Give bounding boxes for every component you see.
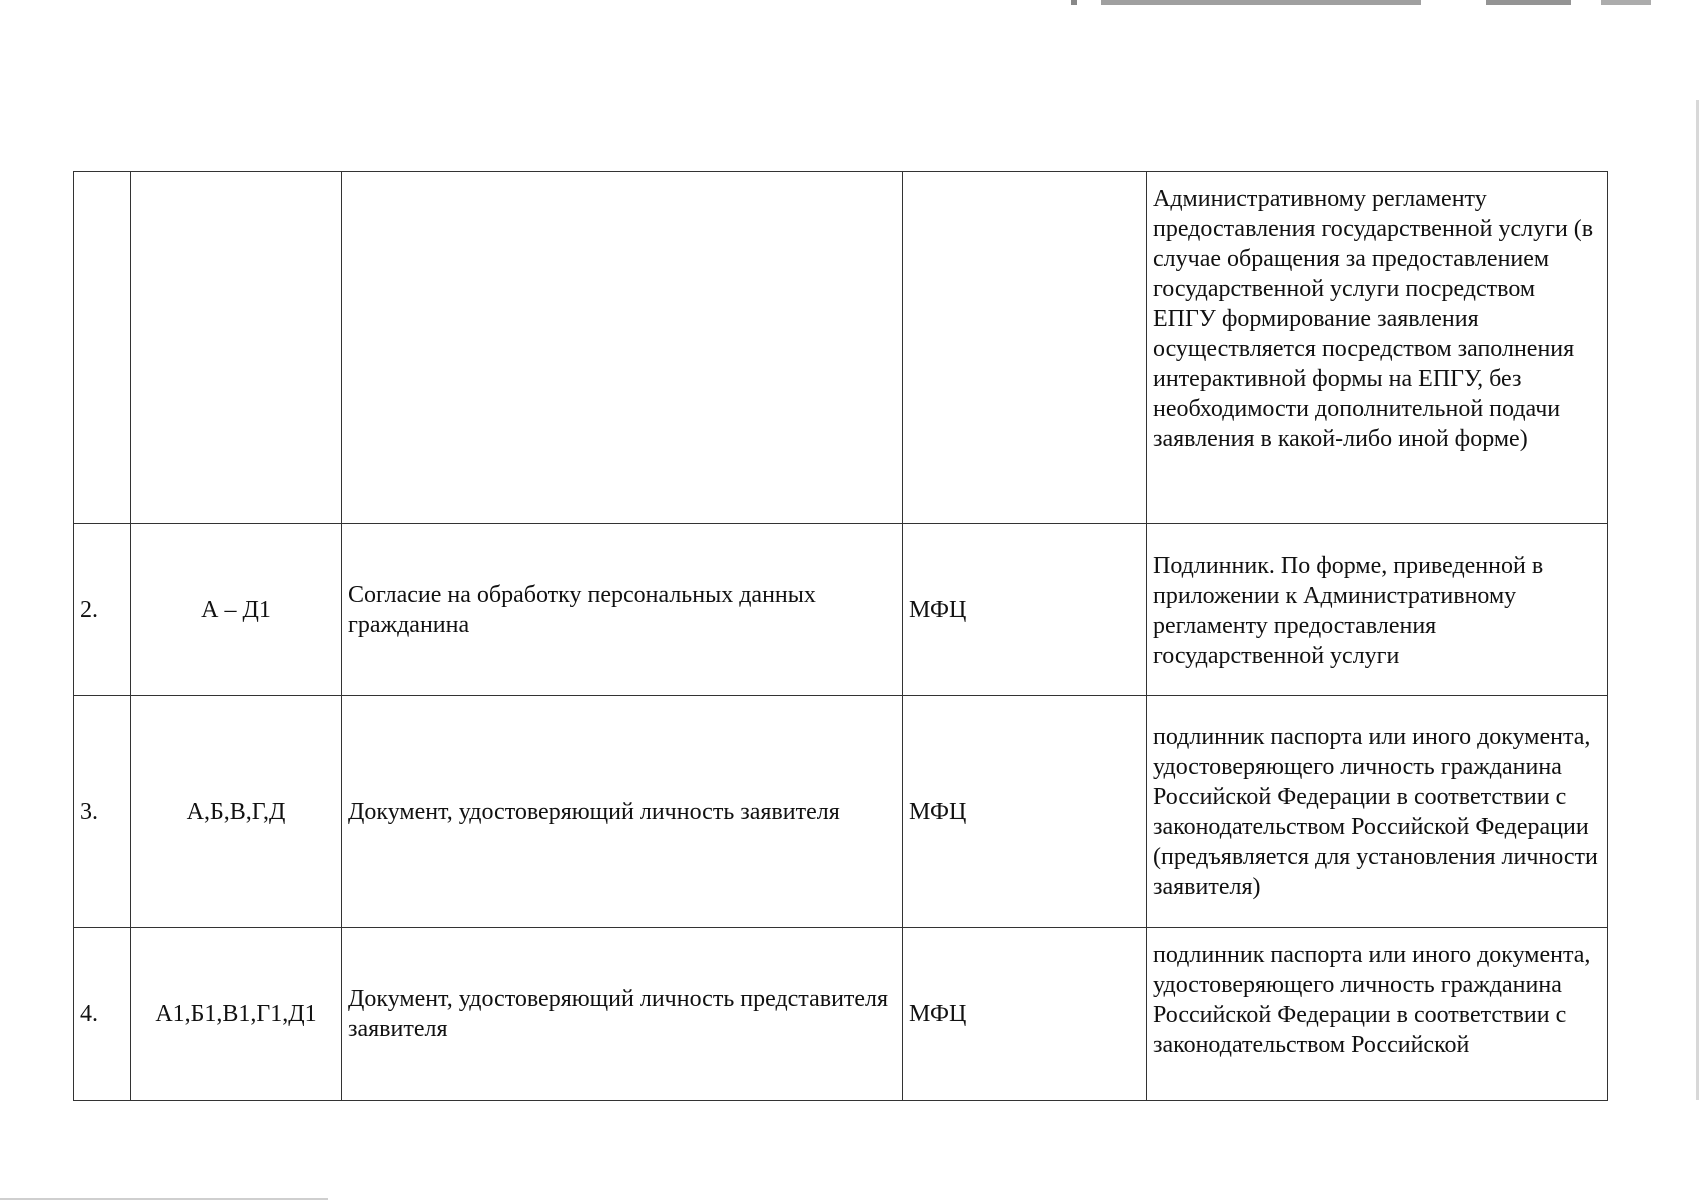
document-name [342, 172, 903, 524]
documents-table [73, 171, 1608, 1101]
table-row [74, 928, 1608, 1101]
document-name: Документ, удостоверяющий личность заявителя [342, 696, 903, 928]
document-requirements: подлинник паспорта или иного документа, удостоверяющего личность гражданина Российской Федерации в соответствии с законодательством Российской [1147, 928, 1608, 1101]
scan-edge-top [1041, 0, 1681, 5]
applicant-category: А1,Б1,В1,Г1,Д1 [131, 928, 342, 1101]
row-number: 2. [74, 524, 131, 696]
table-row [74, 696, 1608, 928]
table-row [74, 524, 1608, 696]
applicant-category [131, 172, 342, 524]
row-number [74, 172, 131, 524]
submission-organization: МФЦ [903, 524, 1147, 696]
document-requirements: подлинник паспорта или иного документа, удостоверяющего личность гражданина Российской Федерации в соответствии с законодательством Российской Федерации (предъявляется для установления личности заявителя) [1147, 696, 1608, 928]
document-name: Документ, удостоверяющий личность представителя заявителя [342, 928, 903, 1101]
submission-organization: МФЦ [903, 696, 1147, 928]
table-row [74, 172, 1608, 524]
applicant-category: А – Д1 [131, 524, 342, 696]
submission-organization [903, 172, 1147, 524]
submission-organization: МФЦ [903, 928, 1147, 1101]
document-requirements: Подлинник. По форме, приведенной в приложении к Административному регламенту предоставления государственной услуги [1147, 524, 1608, 696]
row-number: 4. [74, 928, 131, 1101]
row-number: 3. [74, 696, 131, 928]
document-name: Согласие на обработку персональных данных гражданина [342, 524, 903, 696]
document-requirements: Административному регламенту предоставления государственной услуги (в случае обращения за предоставлением государственной услуги посредством ЕПГУ формирование заявления осуществляется посредством заполнения интерактивной формы на ЕПГУ, без необходимости дополнительной подачи заявления в какой-либо иной форме) [1147, 172, 1608, 524]
applicant-category: А,Б,В,Г,Д [131, 696, 342, 928]
